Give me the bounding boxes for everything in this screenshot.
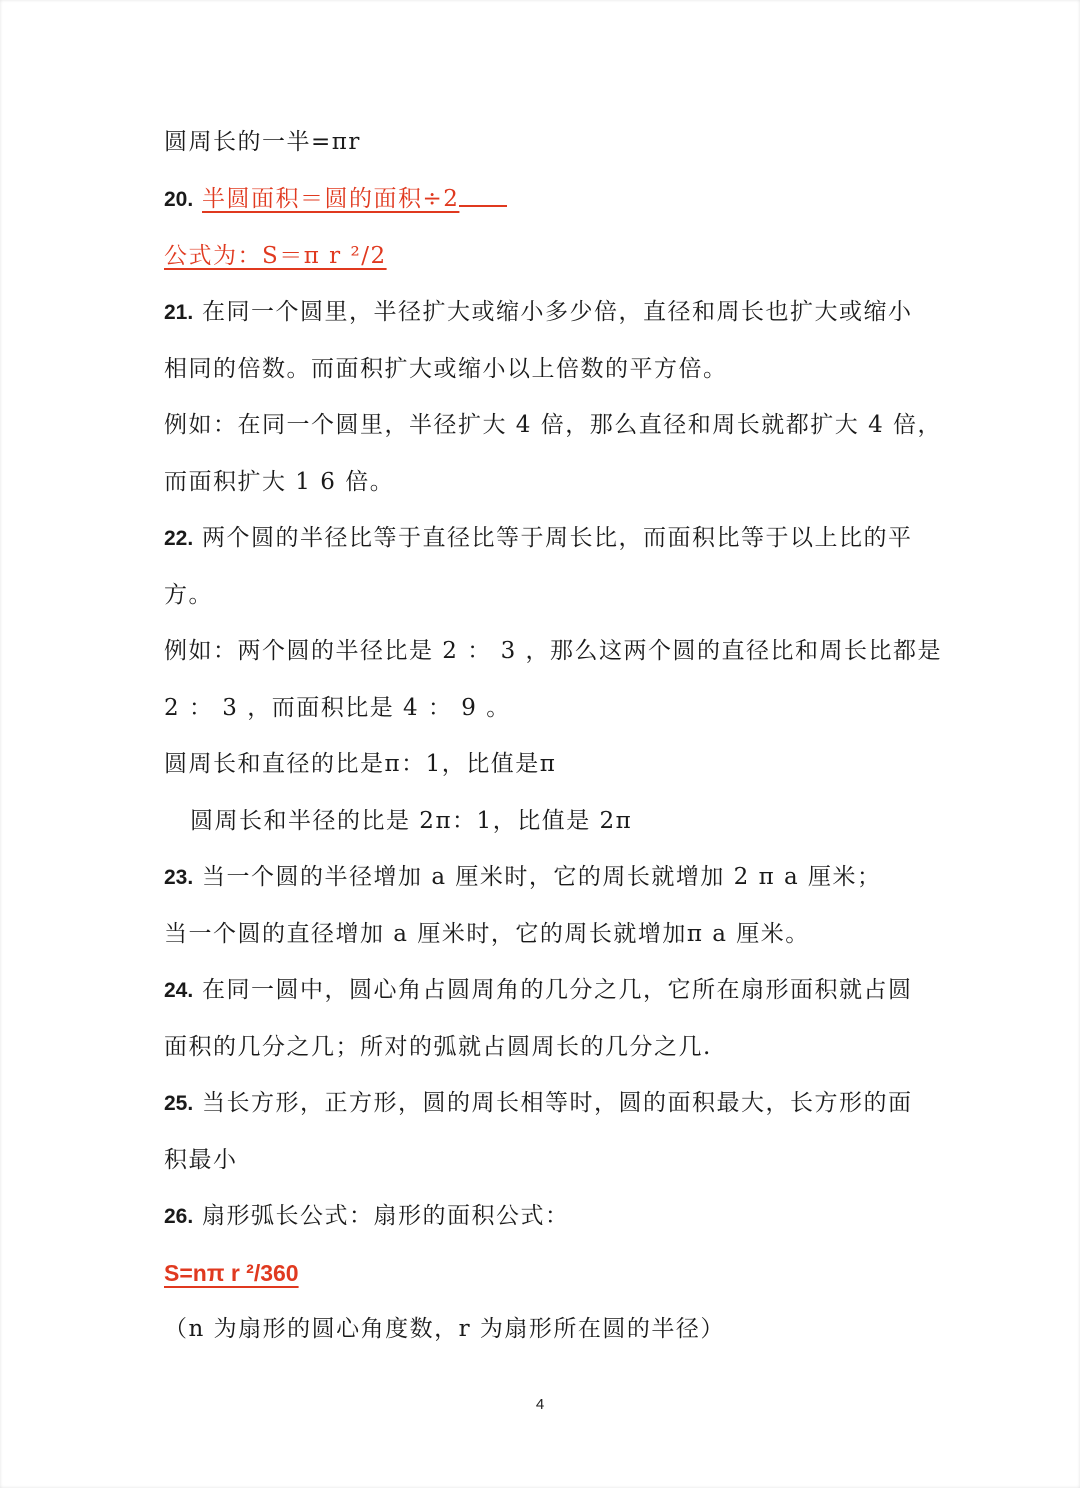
highlighted-formula: 半圆面积＝圆的面积÷2 [202, 186, 460, 212]
item-number: 24. [164, 979, 194, 1002]
formula-line [164, 1253, 299, 1293]
item-number: 20. [164, 188, 194, 211]
highlighted-formula: S=nπ r ²/360 [164, 1260, 299, 1286]
formula-line [164, 236, 387, 276]
text-line [164, 914, 810, 954]
line-text: 圆周长和直径的比是π：1，比值是π [164, 751, 557, 777]
line-text: 方。 [164, 582, 213, 608]
line-text: （n 为扇形的圆心角度数，r 为扇形所在圆的半径） [164, 1316, 725, 1342]
text-line [164, 575, 213, 615]
text-line [164, 122, 361, 162]
item-number: 26. [164, 1205, 194, 1228]
text-line [164, 744, 556, 784]
item-26 [164, 1196, 570, 1236]
text-line [164, 349, 728, 389]
line-text: 圆周长和半径的比是 2π：1，比值是 2π [190, 808, 633, 834]
text-line [164, 688, 511, 728]
item-24 [164, 970, 913, 1010]
line-text: 扇形弧长公式：扇形的面积公式： [202, 1203, 570, 1229]
underline-blank [459, 179, 507, 207]
item-21 [164, 292, 913, 332]
item-23 [164, 857, 882, 897]
line-text: 当一个圆的直径增加 a 厘米时，它的周长就增加π a 厘米。 [164, 921, 810, 947]
text-line [164, 462, 394, 502]
item-20 [164, 179, 507, 219]
highlighted-formula: 公式为：S＝π r ²/2 [164, 243, 387, 269]
line-text: 圆周长的一半=πr [164, 129, 361, 155]
line-text: 在同一个圆里，半径扩大或缩小多少倍，直径和周长也扩大或缩小 [202, 299, 913, 325]
item-22 [164, 518, 913, 558]
line-text: 两个圆的半径比等于直径比等于周长比，而面积比等于以上比的平 [202, 525, 913, 551]
line-text: 相同的倍数。而面积扩大或缩小以上倍数的平方倍。 [164, 356, 728, 382]
text-line [164, 1027, 712, 1067]
line-text: 在同一圆中，圆心角占圆周角的几分之几，它所在扇形面积就占圆 [202, 977, 913, 1003]
item-number: 22. [164, 527, 194, 550]
line-text: 积最小 [164, 1147, 238, 1173]
text-line [190, 801, 632, 841]
text-line [164, 631, 942, 671]
text-line [164, 1309, 725, 1349]
line-text: 而面积扩大 1 6 倍。 [164, 469, 395, 495]
page-number: 4 [535, 1396, 545, 1413]
item-25 [164, 1083, 913, 1123]
item-number: 21. [164, 301, 194, 324]
line-text: 面积的几分之几；所对的弧就占圆周长的几分之几. [164, 1034, 712, 1060]
line-text: 当一个圆的半径增加 a 厘米时，它的周长就增加 2 π a 厘米； [202, 864, 882, 890]
line-text: 当长方形，正方形，圆的周长相等时，圆的面积最大，长方形的面 [202, 1090, 913, 1116]
text-line [164, 405, 942, 445]
item-number: 23. [164, 866, 194, 889]
text-line [164, 1140, 238, 1180]
line-text: 例如：两个圆的半径比是 2 ： 3 ，那么这两个圆的直径比和周长比都是 [164, 638, 943, 664]
line-text: 例如：在同一个圆里，半径扩大 4 倍，那么直径和周长就都扩大 4 倍， [164, 412, 943, 438]
line-text: 2 ： 3 ，而面积比是 4 ： 9 。 [164, 695, 511, 721]
item-number: 25. [164, 1092, 194, 1115]
